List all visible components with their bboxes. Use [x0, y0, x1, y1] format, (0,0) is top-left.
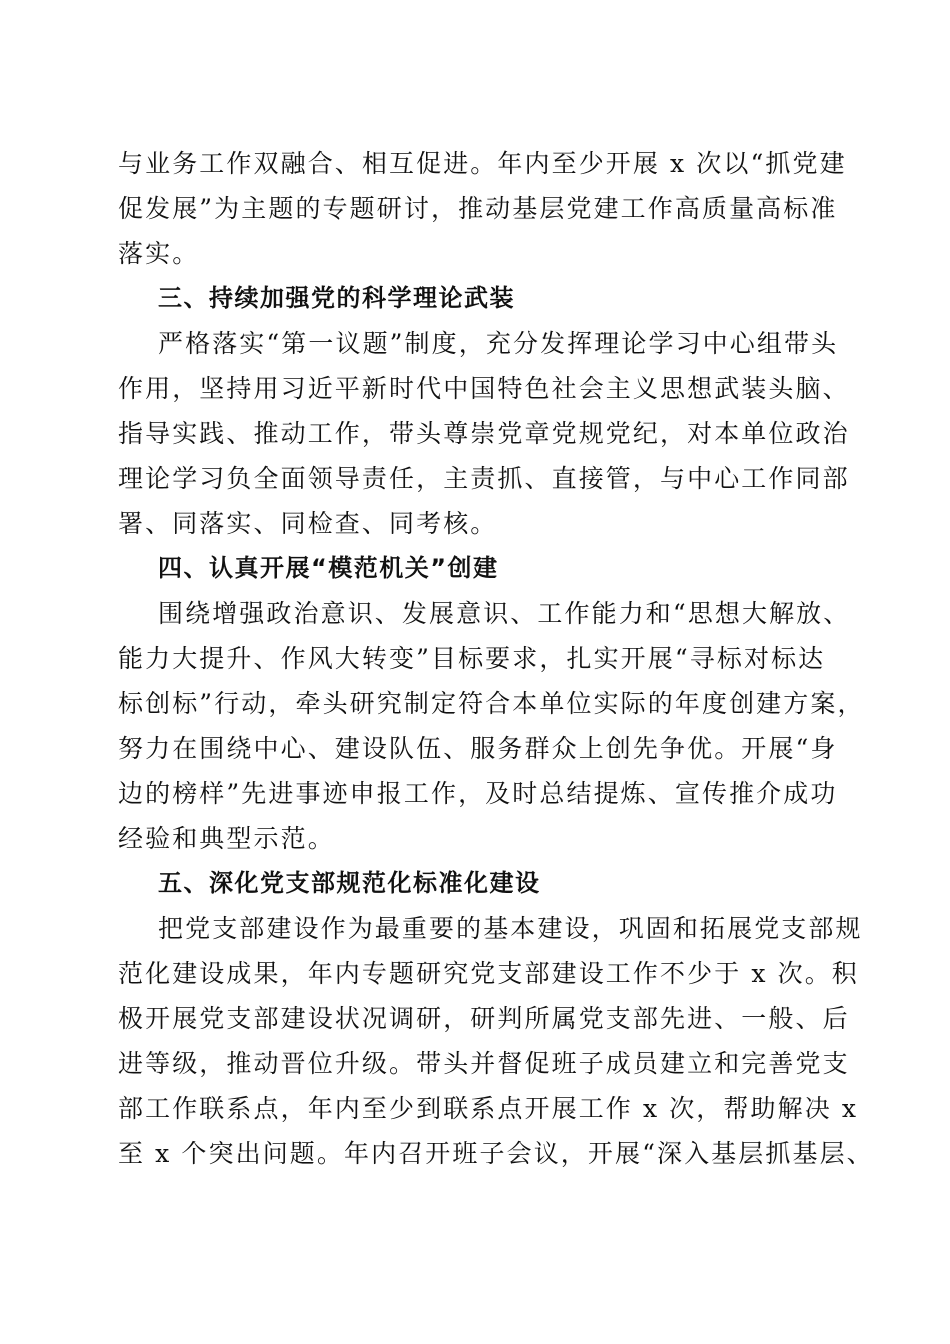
- body-line: 范化建设成果，年内专题研究党支部建设工作不少于 x 次。积: [118, 959, 859, 988]
- body-line: 极开展党支部建设状况调研，研判所属党支部先进、一般、后: [118, 1004, 850, 1033]
- body-line: 与业务工作双融合、相互促进。年内至少开展 x 次以“抓党建: [118, 149, 847, 178]
- body-line: 作用，坚持用习近平新时代中国特色社会主义思想武装头脑、: [118, 374, 850, 403]
- section-heading-4: 四、认真开展“模范机关”创建: [158, 554, 499, 582]
- body-line: 经验和典型示范。: [118, 824, 335, 853]
- body-line: 能力大提升、作风大转变”目标要求，扎实开展“寻标对标达: [118, 644, 826, 673]
- document-body: [118, 141, 874, 1176]
- section-heading-3: 三、持续加强党的科学理论武装: [158, 284, 515, 312]
- body-line: 围绕增强政治意识、发展意识、工作能力和“思想大解放、: [158, 599, 851, 628]
- body-line: 努力在围绕中心、建设队伍、服务群众上创先争优。开展“身: [118, 734, 838, 763]
- body-line: 指导实践、推动工作，带头尊崇党章党规党纪，对本单位政治: [118, 419, 850, 448]
- body-line: 促发展”为主题的专题研讨，推动基层党建工作高质量高标准: [118, 194, 838, 223]
- body-line: 落实。: [118, 239, 200, 268]
- body-line: 严格落实“第一议题”制度，充分发挥理论学习中心组带头: [158, 329, 839, 358]
- body-line: 署、同落实、同检查、同考核。: [118, 509, 498, 538]
- body-line: 边的榜样”先进事迹申报工作，及时总结提炼、宣传推介成功: [118, 779, 838, 808]
- body-line: 理论学习负全面领导责任，主责抓、直接管，与中心工作同部: [118, 464, 850, 493]
- body-line: 进等级，推动晋位升级。带头并督促班子成员建立和完善党支: [118, 1049, 850, 1078]
- body-line: 标创标”行动，牵头研究制定符合本单位实际的年度创建方案，: [118, 689, 865, 718]
- body-line: 部工作联系点，年内至少到联系点开展工作 x 次，帮助解决 x: [118, 1094, 859, 1123]
- section-heading-5: 五、深化党支部规范化标准化建设: [158, 869, 541, 897]
- body-line: 至 x 个突出问题。年内召开班子会议，开展“深入基层抓基层、: [118, 1139, 874, 1168]
- body-line: 把党支部建设作为最重要的基本建设，巩固和拓展党支部规: [158, 914, 863, 943]
